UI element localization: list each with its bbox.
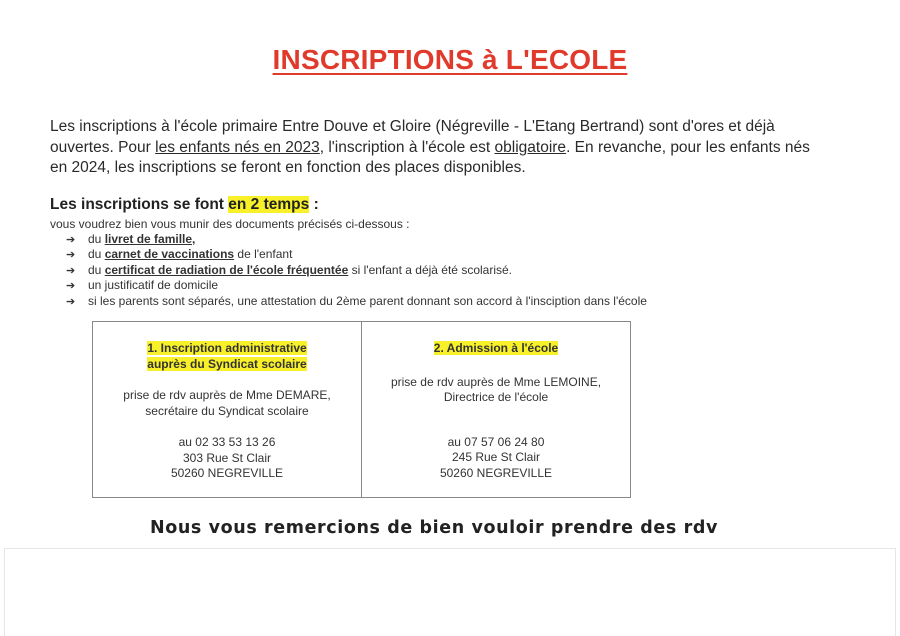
arrow-right-icon: ➔	[66, 264, 76, 277]
list-item	[66, 294, 647, 309]
steps-heading-highlight: en 2 temps	[228, 196, 310, 213]
step-1-heading-line1: 1. Inscription administrative	[147, 341, 307, 355]
doc-text: si l'enfant a déjà été scolarisé.	[348, 262, 512, 277]
step-2-box	[361, 322, 630, 497]
step-1-heading-line2: auprès du Syndicat scolaire	[147, 356, 307, 371]
intro-pour: Pour	[118, 138, 156, 156]
steps-table	[92, 321, 631, 498]
footer-text: Nous vous remercions de bien vouloir prendre des rdv	[150, 518, 718, 538]
documents-intro: vous voudrez bien vous munir des documents précisés ci-dessous :	[50, 217, 410, 231]
page-edge-divider	[4, 548, 896, 549]
list-item	[66, 232, 647, 247]
list-item	[66, 263, 647, 278]
arrow-right-icon: ➔	[66, 234, 76, 246]
doc-text: du	[88, 247, 105, 262]
list-item	[66, 278, 647, 293]
step-1-box	[93, 322, 361, 497]
step-2-rdv-line2: Directrice de l'école	[443, 390, 549, 404]
step-1-street: 303 Rue St Clair	[182, 450, 272, 465]
arrow-right-icon: ➔	[66, 280, 76, 293]
arrow-right-icon: ➔	[66, 295, 76, 308]
step-1-address	[93, 435, 361, 482]
step-1-rdv	[93, 388, 361, 419]
doc-text: un justificatif de domicile	[88, 278, 219, 293]
step-2-address	[362, 435, 630, 482]
step-2-rdv	[362, 375, 630, 406]
doc-bold-text: carnet de vaccinations	[104, 247, 235, 262]
intro-rest: . En revanche, pour les enfants nés en 2024, les inscriptions se feront en fonction des places disponibles.	[50, 138, 810, 176]
step-1-city: 50260 NEGREVILLE	[170, 466, 284, 480]
list-item	[66, 247, 647, 262]
steps-heading	[50, 196, 319, 214]
step-2-rdv-line1: prise de rdv auprès de Mme LEMOINE,	[390, 374, 602, 389]
step-1-phone: au 02 33 53 13 26	[178, 435, 276, 449]
documents-list	[66, 232, 647, 309]
step-2-phone: au 07 57 06 24 80	[447, 434, 545, 449]
doc-text: du	[88, 262, 105, 277]
step-1-heading	[93, 341, 361, 372]
page-edge-right	[895, 548, 896, 636]
obligatoire-text: obligatoire	[494, 138, 567, 156]
enfants-2023-text: les enfants nés en 2023	[155, 138, 320, 156]
step-2-heading-line1: 2. Admission à l'école	[433, 341, 559, 355]
step-1-rdv-line1: prise de rdv auprès de Mme DEMARE,	[123, 388, 331, 402]
intro-mid: , l'inscription à l'école est	[319, 138, 495, 156]
doc-bold-text: livret de famille,	[104, 232, 196, 246]
intro-paragraph	[50, 117, 830, 179]
step-2-heading	[362, 341, 630, 357]
step-2-street: 245 Rue St Clair	[451, 450, 541, 464]
doc-text: si les parents sont séparés, une attestation du 2ème parent donnant son accord à l'insciption dans l'école	[88, 293, 647, 308]
steps-heading-suffix: :	[309, 196, 319, 213]
intro-line1: Les inscriptions à l'école primaire Entre Douve et Gloire (Négreville - L'Etang Bertrand) sont d'ores et déjà ouvertes.	[50, 118, 775, 156]
arrow-right-icon: ➔	[66, 249, 76, 262]
step-1-rdv-line2: secrétaire du Syndicat scolaire	[145, 403, 309, 418]
steps-heading-prefix: Les inscriptions se font	[50, 196, 229, 213]
step-2-city: 50260 NEGREVILLE	[439, 465, 553, 480]
doc-text: du	[88, 232, 105, 246]
doc-text: de l'enfant	[234, 247, 293, 262]
page-edge-left	[4, 548, 5, 636]
doc-bold-text: certificat de radiation de l'école fréquentée	[104, 262, 349, 277]
page-title: INSCRIPTIONS à L'ECOLE	[272, 44, 628, 75]
